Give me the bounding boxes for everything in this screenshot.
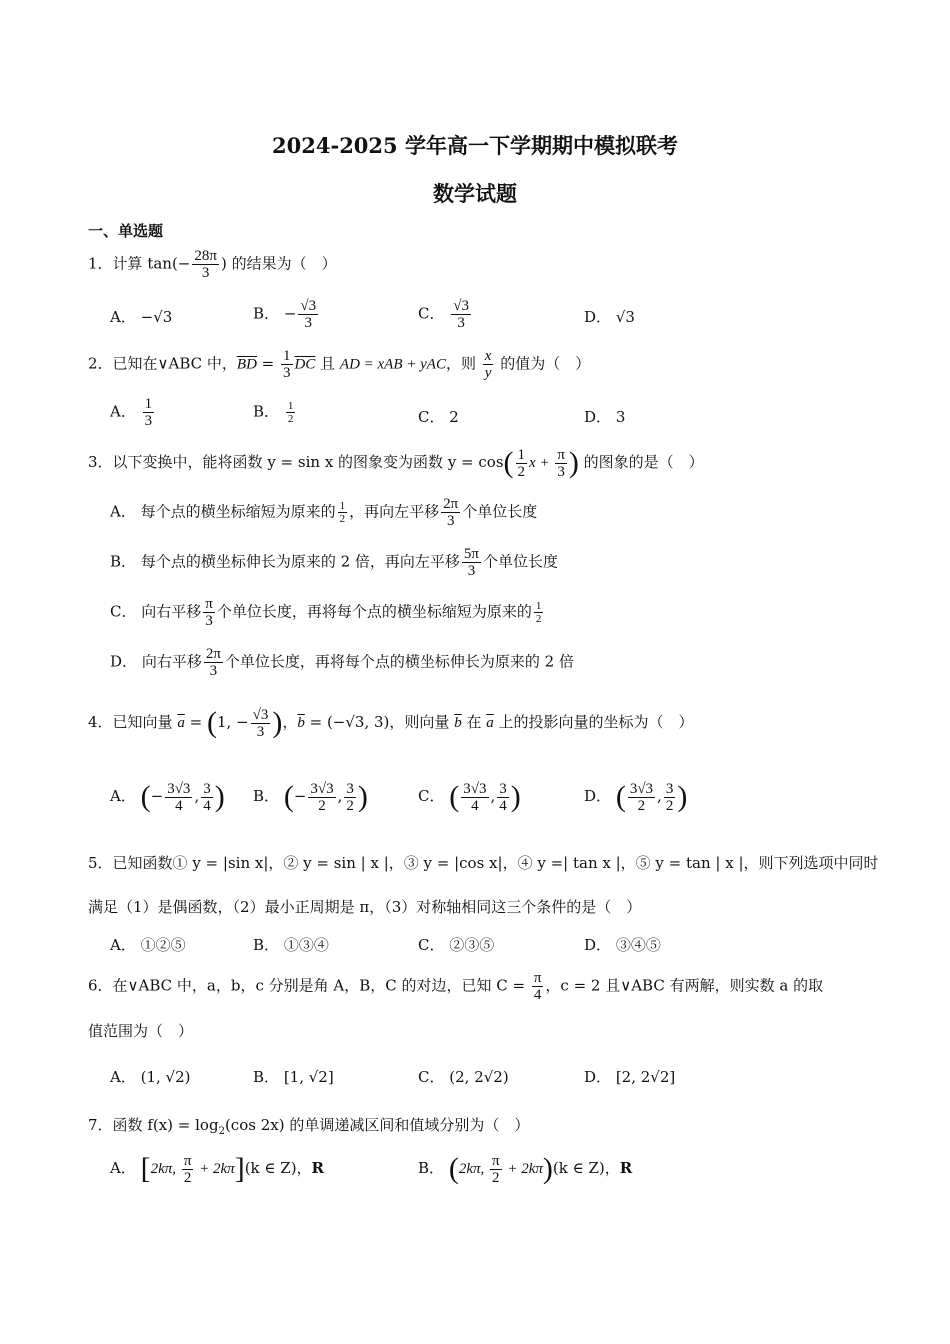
- fraction: $\frac{28\pi}{3}$: [194, 248, 217, 281]
- question-1-option-d: D． √3: [584, 308, 635, 326]
- fraction: $\frac{3}{4}$: [499, 780, 507, 814]
- question-4-option-d: D． ( $\frac{3√3}{2}$ , $\frac{3}{2}$ ): [584, 780, 688, 814]
- question-5-option-d: D． ③④⑤: [584, 936, 661, 954]
- fraction: $\frac{3√3}{2}$: [629, 780, 654, 814]
- question-6-option-c: C． (2, 2√2): [418, 1068, 509, 1086]
- fraction: $\frac{3√3}{4}$: [167, 780, 191, 814]
- question-4-option-c: C． ( $\frac{3√3}{4}$ , $\frac{3}{4}$ ): [418, 780, 521, 814]
- question-1-option-a: A． −√3: [110, 308, 173, 326]
- question-5-option-b: B． ①③④: [253, 936, 329, 954]
- fraction: $\frac{x}{y}$: [484, 348, 492, 381]
- fraction: $\frac{3√3}{4}$: [463, 780, 487, 814]
- fraction: $\frac{1}{3}$: [283, 348, 291, 381]
- exam-title: 2024-2025 学年高一下学期期中模拟联考: [272, 133, 678, 158]
- question-2-option-b: B． $\frac{1}{2}$: [253, 400, 294, 425]
- fraction: $\frac{\pi}{4}$: [533, 970, 542, 1003]
- question-2-option-d: D． 3: [584, 408, 626, 426]
- question-4-option-b: B． (− $\frac{3√3}{2}$ , $\frac{3}{2}$ ): [253, 780, 368, 814]
- question-5-option-a: A． ①②⑤: [110, 936, 186, 954]
- fraction: $\frac{1}{3}$: [144, 396, 153, 429]
- fraction: $\frac{5\pi}{3}$: [463, 546, 479, 579]
- question-7-option-a: A． [2kπ, $\frac{\pi}{2}$ + 2kπ](k ∈ Z)，R: [110, 1152, 325, 1186]
- fraction: $\frac{1}{2}$: [535, 600, 542, 625]
- question-5-stem-line-1: 5．已知函数① y = |sin x|，② y = sin | x |，③ y = |cos x|，④ y =| tan x |，⑤ y = tan | x |，则下列选项中同时: [88, 854, 879, 872]
- exam-subtitle: 数学试题: [433, 181, 517, 206]
- question-3-stem: 3．以下变换中，能将函数 y = sin x 的图象变为函数 y = cos( $\frac{1}{2}$ x + $\frac{\pi}{3}$ ) 的图象的是（ ）: [88, 446, 704, 480]
- question-1-option-c: C． $\frac{√3}{3}$: [418, 298, 469, 331]
- question-7-option-b: B． (2kπ, $\frac{\pi}{2}$ + 2kπ)(k ∈ Z)，R: [418, 1152, 633, 1186]
- fraction: $\frac{\pi}{3}$: [205, 596, 213, 629]
- question-6-option-a: A． (1, √2): [110, 1068, 191, 1086]
- fraction: $\frac{3√3}{2}$: [310, 780, 334, 814]
- fraction: $\frac{√3}{3}$: [453, 298, 469, 331]
- fraction: $\frac{1}{2}$: [339, 500, 346, 525]
- question-3-option-b: B． 每个点的横坐标伸长为原来的 2 倍，再向左平移 $\frac{5\pi}{3}$ 个单位长度: [110, 546, 558, 579]
- section-heading-single-choice: 一、单选题: [88, 222, 164, 240]
- fraction: $\frac{√3}{3}$: [300, 298, 317, 331]
- question-3-option-d: D． 向右平移 $\frac{2\pi}{3}$ 个单位长度，再将每个点的横坐标伸长为原来的 2 倍: [110, 646, 574, 679]
- fraction: $\frac{√3}{3}$: [252, 706, 269, 740]
- fraction: $\frac{3}{4}$: [203, 780, 211, 814]
- question-4-stem: 4．已知向量 $\overline{a} = (1$, − $\frac{√3}{3}$ )，$\overline{b} = (-√3$, 3)，则向量 $\overline{b}$ 在 $\overline{a}$ 上的投影向量的坐标为（ ）: [88, 706, 694, 740]
- fraction: $\frac{\pi}{2}$: [183, 1152, 192, 1186]
- fraction: $\frac{1}{2}$: [517, 446, 526, 480]
- fraction: $\frac{\pi}{2}$: [492, 1152, 500, 1186]
- question-7-stem: 7．函数 $f(x) = \log_2(\cos$ 2x) 的单调递减区间和值域分别为（ ）: [88, 1116, 530, 1137]
- question-6-stem-line-1: 6．在∨ABC 中，a，b，c 分别是角 A，B，C 的对边，已知 C = $\frac{\pi}{4}$ ，c = 2 且∨ABC 有两解，则实数 a 的取: [88, 970, 824, 1003]
- fraction: $\frac{2\pi}{3}$: [443, 496, 459, 529]
- question-2-stem: 2．已知在∨ABC 中，$\overline{BD}$ = $\frac{1}{3}$ $\overline{DC}$ 且 AD = xAB + yAC，则 $\frac{x}{y}$ 的值为（ ）: [88, 348, 591, 381]
- fraction: $\frac{3}{2}$: [346, 780, 354, 814]
- question-1-option-b: B． − $\frac{√3}{3}$: [253, 298, 317, 331]
- fraction: $\frac{2\pi}{3}$: [205, 646, 221, 679]
- fraction: $\frac{1}{2}$: [287, 400, 294, 425]
- question-6-stem-line-2: 值范围为（ ）: [88, 1022, 194, 1040]
- question-3-option-a: A． 每个点的横坐标缩短为原来的 $\frac{1}{2}$ ，再向左平移 $\frac{2\pi}{3}$ 个单位长度: [110, 496, 538, 529]
- question-5-stem-line-2: 满足（1）是偶函数，（2）最小正周期是 π，（3）对称轴相同这三个条件的是（ ）: [88, 898, 642, 916]
- question-6-option-b: B． [1, √2]: [253, 1068, 334, 1086]
- question-5-option-c: C． ②③⑤: [418, 936, 495, 954]
- question-1-stem: 1．计算 tan(− $\frac{28\pi}{3}$ ) 的结果为（ ）: [88, 248, 337, 281]
- question-2-option-c: C． 2: [418, 408, 459, 426]
- question-3-option-c: C． 向右平移 $\frac{\pi}{3}$ 个单位长度，再将每个点的横坐标缩短为原来的 $\frac{1}{2}$: [110, 596, 542, 629]
- question-4-option-a: A． (− $\frac{3√3}{4}$ , $\frac{3}{4}$ ): [110, 780, 225, 814]
- question-6-option-d: D． [2, 2√2]: [584, 1068, 676, 1086]
- question-2-option-a: A． $\frac{1}{3}$: [110, 396, 153, 429]
- fraction: $\frac{3}{2}$: [665, 780, 674, 814]
- fraction: $\frac{\pi}{3}$: [557, 446, 565, 480]
